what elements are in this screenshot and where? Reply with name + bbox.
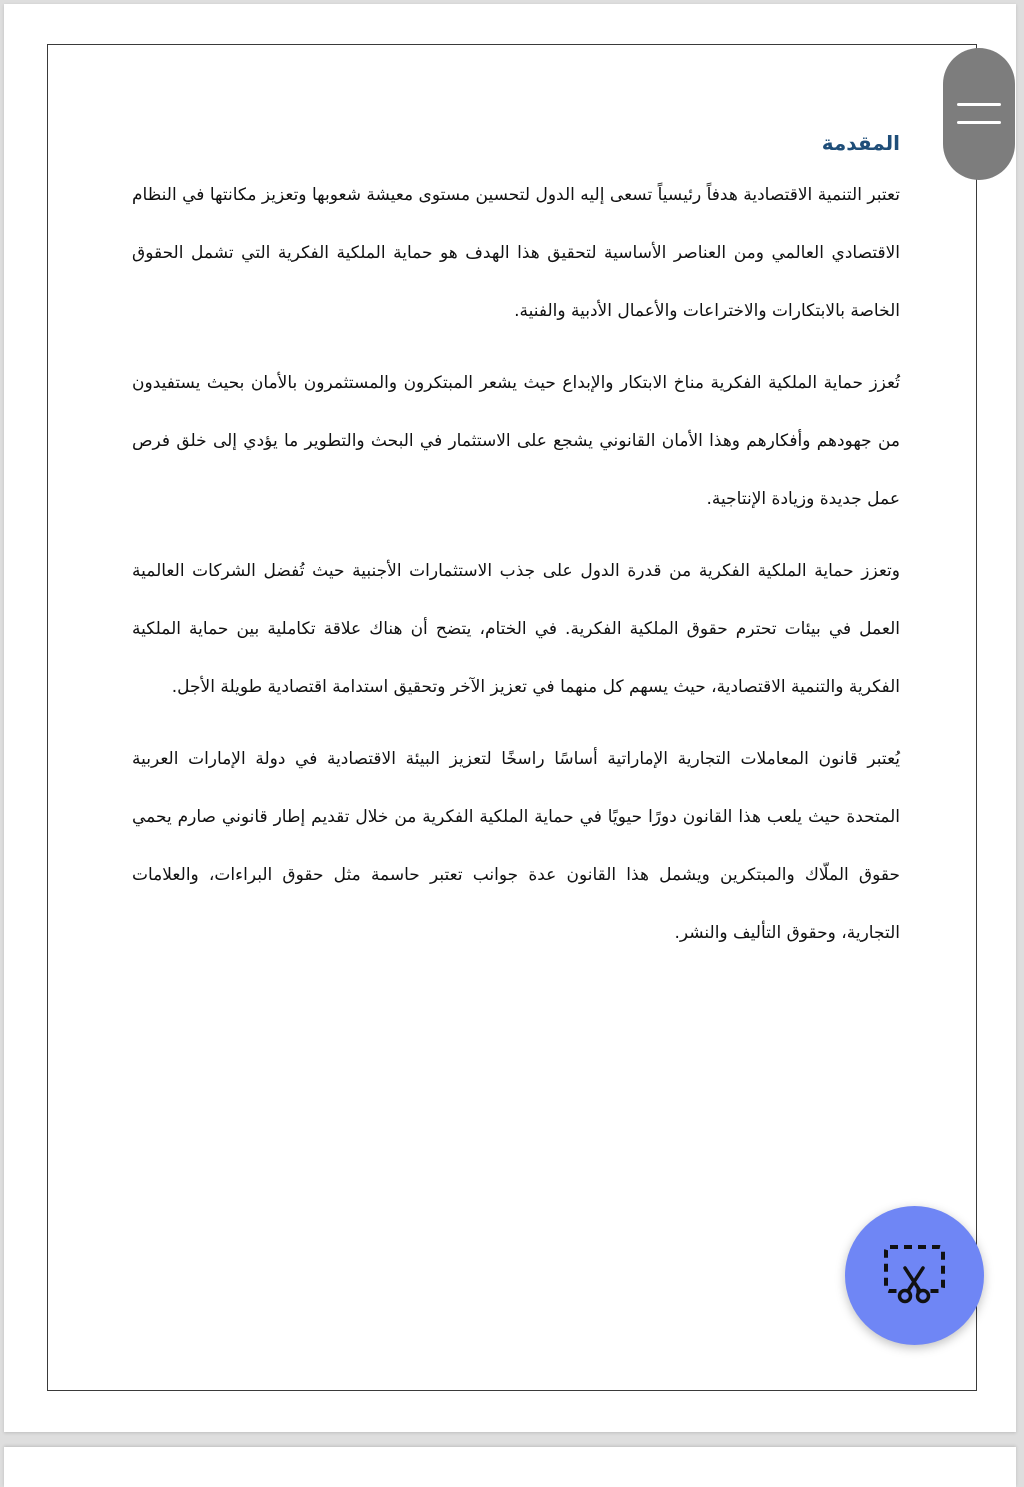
- next-page-edge: [4, 1447, 1016, 1487]
- paragraph-4: يُعتبر قانون المعاملات التجارية الإماراتية أساسًا راسخًا لتعزيز البيئة الاقتصادية في دولة الإمارات العربية المتحدة حيث يلعب هذا القانون دورًا حيويًا في حماية الملكية الفكرية من خلال تقديم إطار قانوني صارم يحمي حقوق الملّاك والمبتكرين ويشمل هذا القانون عدة جوانب تعتبر حاسمة مثل حقوق البراءات، والعلامات التجارية، وحقوق التأليف والنشر.: [132, 749, 900, 943]
- section-heading: المقدمة: [821, 131, 900, 155]
- document-content: [132, 126, 900, 976]
- paragraph-2: تُعزز حماية الملكية الفكرية مناخ الابتكار والإبداع حيث يشعر المبتكرون والمستثمرون بالأمان بحيث يستفيدون من جهودهم وأفكارهم وهذا الأمان القانوني يشجع على الاستثمار في البحث والتطوير ما يؤدي إلى خلق فرص عمل جديدة وزيادة الإنتاجية.: [132, 373, 900, 509]
- screenshot-button[interactable]: [845, 1206, 984, 1345]
- side-menu-handle[interactable]: [943, 48, 1015, 180]
- paragraph-1: تعتبر التنمية الاقتصادية هدفاً رئيسياً تسعى إليه الدول لتحسين مستوى معيشة شعوبها وتعزيز مكانتها في النظام الاقتصادي العالمي ومن العناصر الأساسية لتحقيق هذا الهدف هو حماية الملكية الفكرية التي تشمل الحقوق الخاصة بالابتكارات والاختراعات والأعمال الأدبية والفنية.: [132, 185, 900, 321]
- screenshot-scissors-icon: [883, 1244, 946, 1307]
- paragraph-3: وتعزز حماية الملكية الفكرية من قدرة الدول على جذب الاستثمارات الأجنبية حيث تُفضل الشركات العالمية العمل في بيئات تحترم حقوق الملكية الفكرية. في الختام، يتضح أن هناك علاقة تكاملية بين حماية الملكية الفكرية والتنمية الاقتصادية، حيث يسهم كل منهما في تعزيز الآخر وتحقيق استدامة اقتصادية طويلة الأجل.: [132, 561, 900, 697]
- document-page: [4, 4, 1016, 1432]
